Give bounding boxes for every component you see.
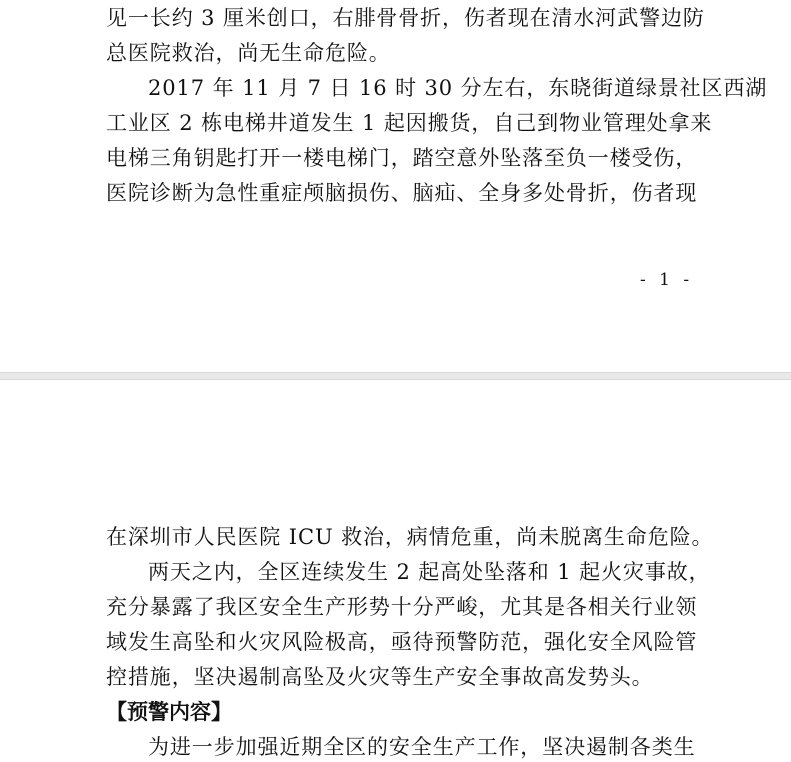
body-text-line: 2017 年 11 月 7 日 16 时 30 分左右，东晓街道绿景社区西湖: [148, 76, 768, 100]
body-text-line: 总医院救治，尚无生命危险。: [106, 41, 391, 65]
page-number: - 1 -: [640, 270, 694, 290]
body-text-line: 域发生高坠和火灾风险极高，亟待预警防范，强化安全风险管: [106, 630, 698, 654]
body-text-line: 在深圳市人民医院 ICU 救治，病情危重，尚未脱离生命危险。: [106, 525, 714, 549]
body-text-line: 医院诊断为急性重症颅脑损伤、脑疝、全身多处骨折，伤者现: [106, 181, 698, 205]
section-heading: 【预警内容】: [106, 700, 232, 724]
body-text-line: 工业区 2 栋电梯井道发生 1 起因搬货，自己到物业管理处拿来: [106, 111, 713, 135]
body-text-line: 控措施，坚决遏制高坠及火灾等生产安全事故高发势头。: [106, 665, 654, 689]
body-text-line: 为进一步加强近期全区的安全生产工作，坚决遏制各类生: [148, 735, 696, 759]
body-text-line: 充分暴露了我区安全生产形势十分严峻，尤其是各相关行业领: [106, 595, 698, 619]
document-page-1: [0, 0, 791, 372]
body-text-line: 电梯三角钥匙打开一楼电梯门，踏空意外坠落至负一楼受伤，: [106, 146, 698, 170]
body-text-line: 见一长约 3 厘米创口，右腓骨骨折，伤者现在清水河武警边防: [106, 6, 705, 30]
page-separator: [0, 372, 791, 380]
document-page-2: [0, 380, 791, 762]
body-text-line: 两天之内，全区连续发生 2 起高处坠落和 1 起火灾事故，: [148, 560, 711, 584]
